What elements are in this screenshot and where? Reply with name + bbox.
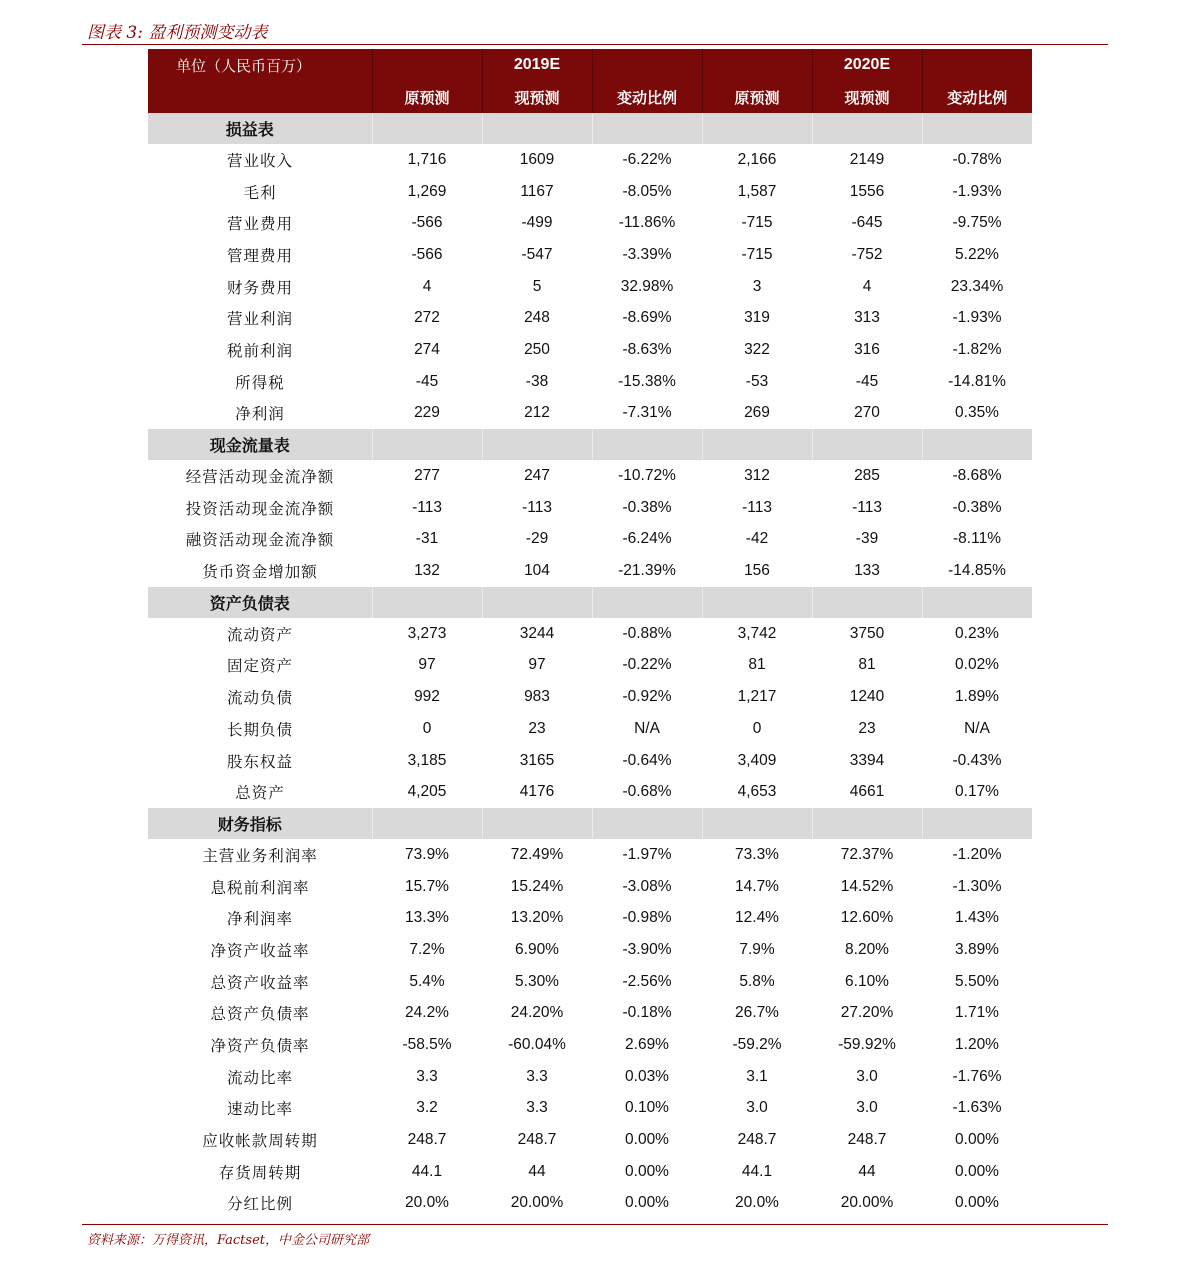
value-cell: 1,217 [737, 688, 777, 706]
value-cell: 3 [752, 277, 762, 295]
value-cell: 4661 [849, 783, 885, 801]
value-cell: 3.0 [856, 1099, 878, 1117]
table-row [148, 1188, 1032, 1220]
value-cell: -547 [521, 245, 553, 263]
value-cell: -0.98% [622, 909, 672, 927]
value-cell: 322 [744, 340, 770, 358]
table-row [148, 745, 1032, 777]
value-cell: 319 [744, 309, 770, 327]
value-cell: 73.9% [405, 845, 449, 863]
row-label: 净利润率 [226, 910, 293, 929]
value-cell: 32.98% [620, 277, 674, 295]
value-cell: 81 [748, 656, 766, 674]
table-row [148, 998, 1032, 1030]
value-cell: -0.68% [622, 783, 672, 801]
table-row [148, 1029, 1032, 1061]
row-label: 货币资金增加额 [202, 563, 318, 582]
row-label: 净资产收益率 [210, 941, 310, 960]
table-row [148, 1061, 1032, 1093]
value-cell: 2,166 [737, 150, 777, 168]
value-cell: -58.5% [402, 1036, 452, 1054]
table-row [148, 650, 1032, 682]
table-row [148, 302, 1032, 334]
row-label: 管理费用 [226, 246, 293, 265]
value-cell: 20.0% [735, 1194, 779, 1212]
row-label: 应收帐款周转期 [202, 1132, 318, 1151]
value-cell: 12.4% [735, 909, 779, 927]
value-cell: -1.93% [952, 309, 1002, 327]
value-cell: 24.2% [405, 1004, 449, 1022]
value-cell: 97 [528, 656, 546, 674]
value-cell: -0.38% [952, 498, 1002, 516]
row-label: 净利润 [235, 405, 285, 424]
value-cell: -715 [741, 214, 773, 232]
value-cell: 5 [532, 277, 542, 295]
value-cell: 3165 [519, 751, 555, 769]
col-header: 原预测 [702, 81, 812, 113]
value-cell: -2.56% [622, 972, 672, 990]
value-cell: 5.50% [955, 972, 999, 990]
value-cell: -8.05% [622, 182, 672, 200]
value-cell: -53 [745, 372, 769, 390]
row-label: 息税前利润率 [210, 878, 310, 897]
value-cell: -752 [851, 245, 883, 263]
table-row [148, 1156, 1032, 1188]
value-cell: 44 [858, 1162, 876, 1180]
value-cell: 248.7 [407, 1131, 447, 1149]
value-cell: 3,185 [407, 751, 447, 769]
value-cell: -8.11% [953, 530, 1001, 548]
value-cell: -3.08% [622, 877, 672, 895]
row-label: 营业利润 [226, 310, 293, 329]
value-cell: -113 [852, 498, 882, 516]
value-cell: 3.89% [955, 940, 999, 958]
row-label: 流动负债 [226, 689, 293, 708]
value-cell: 0.10% [625, 1099, 669, 1117]
value-cell: 250 [524, 340, 550, 358]
value-cell: 20.00% [840, 1194, 894, 1212]
value-cell: 8.20% [845, 940, 889, 958]
value-cell: -0.88% [622, 624, 672, 642]
value-cell: 4 [422, 277, 432, 295]
value-cell: 1.43% [955, 909, 999, 927]
value-cell: 3394 [849, 751, 885, 769]
header-row-years [148, 49, 1032, 81]
value-cell: -566 [411, 214, 443, 232]
value-cell: -45 [415, 372, 439, 390]
value-cell: 274 [414, 340, 440, 358]
value-cell: 0.03% [625, 1067, 669, 1085]
value-cell: -1.63% [952, 1099, 1002, 1117]
row-label: 营业收入 [226, 151, 293, 170]
section-header-row [148, 808, 1032, 839]
value-cell: -6.24% [622, 530, 672, 548]
row-label: 股东权益 [226, 752, 293, 771]
value-cell: 72.37% [840, 845, 894, 863]
value-cell: 270 [854, 404, 880, 422]
value-cell: 0.00% [625, 1194, 669, 1212]
row-label: 所得税 [235, 373, 285, 392]
value-cell: -113 [742, 498, 772, 516]
value-cell: -0.43% [952, 751, 1002, 769]
value-cell: 269 [744, 404, 770, 422]
value-cell: 3.0 [856, 1067, 878, 1085]
table-row [148, 776, 1032, 808]
value-cell: 14.52% [840, 877, 894, 895]
row-label: 长期负债 [226, 720, 293, 739]
value-cell: -7.31% [622, 404, 672, 422]
value-cell: 0 [422, 719, 432, 737]
value-cell: 12.60% [840, 909, 894, 927]
value-cell: -8.69% [622, 309, 672, 327]
value-cell: 983 [524, 688, 550, 706]
table-row [148, 334, 1032, 366]
row-label: 净资产负债率 [210, 1037, 310, 1056]
row-label: 总资产 [235, 784, 285, 803]
value-cell: -29 [525, 530, 549, 548]
value-cell: -14.85% [948, 562, 1006, 580]
value-cell: 6.90% [515, 940, 559, 958]
value-cell: -10.72% [618, 467, 676, 485]
value-cell: 6.10% [845, 972, 889, 990]
value-cell: 5.4% [409, 972, 445, 990]
top-rule [82, 44, 1108, 45]
value-cell: -6.22% [622, 150, 672, 168]
value-cell: -0.38% [622, 498, 672, 516]
unit-label: 单位（人民币百万） [148, 49, 372, 81]
value-cell: 4,205 [407, 783, 447, 801]
table-row [148, 460, 1032, 492]
value-cell: 7.9% [739, 940, 775, 958]
value-cell: 27.20% [840, 1004, 894, 1022]
value-cell: 104 [524, 562, 550, 580]
table-row [148, 271, 1032, 303]
value-cell: -11.86% [618, 214, 676, 232]
table-row [148, 555, 1032, 587]
table-row [148, 176, 1032, 208]
value-cell: 0.00% [955, 1194, 999, 1212]
col-header: 变动比例 [922, 81, 1032, 113]
row-label: 总资产收益率 [210, 973, 310, 992]
value-cell: -9.75% [952, 214, 1002, 232]
value-cell: 5.30% [515, 972, 559, 990]
col-header: 现预测 [482, 81, 592, 113]
value-cell: 0.00% [955, 1162, 999, 1180]
value-cell: -1.30% [952, 877, 1002, 895]
value-cell: 3,273 [407, 624, 447, 642]
value-cell: 3.3 [416, 1067, 438, 1085]
value-cell: 248.7 [737, 1131, 777, 1149]
value-cell: 81 [858, 656, 876, 674]
value-cell: 1,587 [737, 182, 777, 200]
value-cell: 0.35% [955, 404, 999, 422]
value-cell: 247 [524, 467, 550, 485]
value-cell: -59.2% [732, 1036, 782, 1054]
row-label: 经营活动现金流净额 [185, 468, 335, 487]
value-cell: 14.7% [735, 877, 779, 895]
col-header: 变动比例 [592, 81, 702, 113]
value-cell: 0.17% [955, 783, 999, 801]
table-row [148, 618, 1032, 650]
value-cell: 312 [744, 467, 770, 485]
value-cell: 3.0 [746, 1099, 768, 1117]
value-cell: -0.18% [622, 1004, 672, 1022]
source-note: 资料来源：万得资讯，Factset，中金公司研究部 [87, 1233, 369, 1248]
value-cell: 44.1 [411, 1162, 443, 1180]
value-cell: -38 [525, 372, 549, 390]
table-row [148, 239, 1032, 271]
value-cell: 26.7% [735, 1004, 779, 1022]
value-cell: 1556 [849, 182, 885, 200]
table-row [148, 934, 1032, 966]
row-label: 总资产负债率 [210, 1005, 310, 1024]
section-title: 资产负债表 [148, 587, 372, 618]
col-header: 现预测 [812, 81, 922, 113]
value-cell: 13.3% [405, 909, 449, 927]
value-cell: 316 [854, 340, 880, 358]
value-cell: 44 [528, 1162, 546, 1180]
value-cell: 1,269 [407, 182, 447, 200]
value-cell: 15.7% [405, 877, 449, 895]
value-cell: 23 [528, 719, 546, 737]
value-cell: 212 [524, 404, 550, 422]
value-cell: 23 [858, 719, 876, 737]
section-title: 损益表 [148, 113, 372, 144]
value-cell: 24.20% [510, 1004, 564, 1022]
header-row-columns [148, 81, 1032, 113]
value-cell: 1240 [849, 688, 885, 706]
value-cell: 97 [418, 656, 436, 674]
value-cell: -0.78% [952, 150, 1002, 168]
section-header-row [148, 113, 1032, 144]
value-cell: 277 [414, 467, 440, 485]
value-cell: N/A [964, 719, 990, 737]
value-cell: 248.7 [847, 1131, 887, 1149]
table-row [148, 524, 1032, 556]
value-cell: -14.81% [948, 372, 1006, 390]
value-cell: -113 [412, 498, 442, 516]
value-cell: -1.20% [952, 845, 1002, 863]
row-label: 流动资产 [226, 625, 293, 644]
value-cell: -59.92% [838, 1036, 896, 1054]
value-cell: 0.23% [955, 624, 999, 642]
value-cell: -0.64% [622, 751, 672, 769]
value-cell: -1.76% [952, 1067, 1002, 1085]
section-header-row [148, 429, 1032, 460]
row-label: 财务费用 [226, 278, 293, 297]
value-cell: 1.89% [955, 688, 999, 706]
value-cell: 1167 [520, 182, 554, 200]
value-cell: -42 [745, 530, 769, 548]
table-row [148, 398, 1032, 430]
value-cell: 272 [414, 309, 440, 327]
value-cell: 1,716 [407, 150, 447, 168]
value-cell: 3.3 [526, 1099, 548, 1117]
row-label: 速动比率 [226, 1100, 293, 1119]
row-label: 固定资产 [226, 657, 293, 676]
value-cell: 2149 [849, 150, 885, 168]
forecast-change-table [148, 49, 1032, 1219]
row-label: 投资活动现金流净额 [185, 499, 335, 518]
table-row [148, 839, 1032, 871]
value-cell: 23.34% [950, 277, 1004, 295]
value-cell: 3244 [519, 624, 555, 642]
value-cell: 992 [414, 688, 440, 706]
table-row [148, 492, 1032, 524]
value-cell: -1.93% [952, 182, 1002, 200]
section-header-row [148, 587, 1032, 618]
value-cell: 5.8% [739, 972, 775, 990]
table-row [148, 207, 1032, 239]
value-cell: 3.3 [526, 1067, 548, 1085]
value-cell: -1.97% [622, 845, 672, 863]
value-cell: -113 [522, 498, 552, 516]
value-cell: -645 [851, 214, 883, 232]
value-cell: -31 [415, 530, 439, 548]
value-cell: N/A [634, 719, 660, 737]
value-cell: 132 [414, 562, 440, 580]
bottom-rule [82, 1224, 1108, 1225]
figure-title: 图表 3: 盈利预测变动表 [87, 23, 268, 43]
row-label: 营业费用 [226, 215, 293, 234]
value-cell: -715 [741, 245, 773, 263]
value-cell: 20.00% [510, 1194, 564, 1212]
value-cell: -566 [411, 245, 443, 263]
value-cell: 72.49% [510, 845, 564, 863]
value-cell: -15.38% [618, 372, 676, 390]
value-cell: 0 [752, 719, 762, 737]
value-cell: -8.63% [622, 340, 672, 358]
table-row [148, 1093, 1032, 1125]
table-row [148, 966, 1032, 998]
year-2020e: 2020E [812, 49, 922, 81]
value-cell: 5.22% [955, 245, 999, 263]
value-cell: -1.82% [952, 340, 1002, 358]
table-row [148, 902, 1032, 934]
table-row [148, 871, 1032, 903]
col-header: 原预测 [372, 81, 482, 113]
value-cell: -499 [521, 214, 553, 232]
value-cell: 156 [744, 562, 770, 580]
value-cell: 4 [862, 277, 872, 295]
value-cell: 248 [524, 309, 550, 327]
value-cell: 3.1 [746, 1067, 768, 1085]
row-label: 融资活动现金流净额 [185, 531, 335, 550]
row-label: 流动比率 [226, 1068, 293, 1087]
value-cell: 13.20% [510, 909, 564, 927]
value-cell: 0.00% [625, 1131, 669, 1149]
value-cell: 15.24% [510, 877, 564, 895]
value-cell: 0.00% [955, 1131, 999, 1149]
table-row [148, 366, 1032, 398]
value-cell: 44.1 [741, 1162, 773, 1180]
row-label: 主营业务利润率 [202, 846, 318, 865]
value-cell: 4,653 [737, 783, 777, 801]
value-cell: 3,409 [737, 751, 777, 769]
table-row [148, 681, 1032, 713]
value-cell: -8.68% [952, 467, 1002, 485]
value-cell: 3750 [849, 624, 885, 642]
value-cell: 2.69% [625, 1036, 669, 1054]
value-cell: -39 [855, 530, 879, 548]
value-cell: -0.92% [622, 688, 672, 706]
value-cell: 1609 [519, 150, 555, 168]
value-cell: -45 [855, 372, 879, 390]
value-cell: 4176 [519, 783, 555, 801]
table-row [148, 1124, 1032, 1156]
value-cell: -3.39% [622, 245, 672, 263]
value-cell: 0.00% [625, 1162, 669, 1180]
value-cell: -21.39% [618, 562, 676, 580]
value-cell: 73.3% [735, 845, 779, 863]
value-cell: 1.71% [955, 1004, 999, 1022]
row-label: 毛利 [243, 183, 277, 202]
table-row [148, 713, 1032, 745]
value-cell: 1.20% [955, 1036, 999, 1054]
row-label: 存货周转期 [218, 1163, 302, 1182]
year-2019e: 2019E [482, 49, 592, 81]
value-cell: 3,742 [737, 624, 777, 642]
value-cell: 7.2% [409, 940, 445, 958]
row-label: 分红比例 [226, 1195, 293, 1214]
section-title: 财务指标 [148, 808, 372, 839]
value-cell: 229 [414, 404, 440, 422]
value-cell: 20.0% [405, 1194, 449, 1212]
value-cell: 3.2 [416, 1099, 438, 1117]
value-cell: 248.7 [517, 1131, 557, 1149]
table-row [148, 144, 1032, 176]
value-cell: 133 [854, 562, 880, 580]
value-cell: 285 [854, 467, 880, 485]
value-cell: -60.04% [508, 1036, 566, 1054]
section-title: 现金流量表 [148, 429, 372, 460]
value-cell: 313 [854, 309, 880, 327]
row-label: 税前利润 [226, 341, 293, 360]
value-cell: -3.90% [622, 940, 672, 958]
value-cell: 0.02% [955, 656, 999, 674]
value-cell: -0.22% [622, 656, 672, 674]
